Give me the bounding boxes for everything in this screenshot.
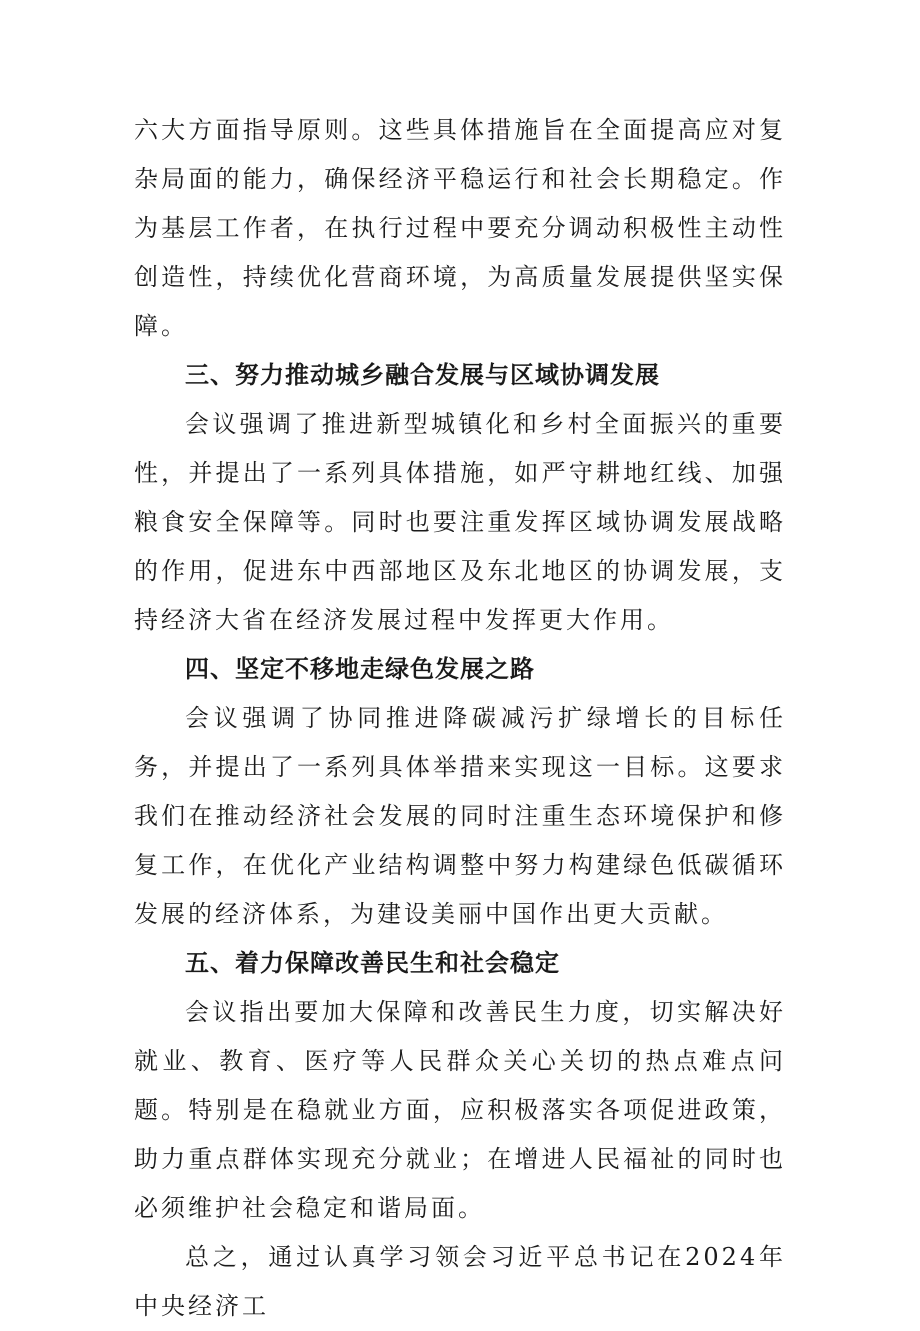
paragraph-continued: 六大方面指导原则。这些具体措施旨在全面提高应对复杂局面的能力，确保经济平稳运行和社会长期稳定。作为基层工作者，在执行过程中要充分调动积极性主动性创造性，持续优化营商环境，为高质量发展提供坚实保障。 (134, 116, 786, 340)
document-body (134, 106, 786, 1331)
section-heading-4: 四、坚定不移地走绿色发展之路 (185, 655, 535, 683)
paragraph-section-4: 会议强调了协同推进降碳减污扩绿增长的目标任务，并提出了一系列具体举措来实现这一目标。这要求我们在推动经济社会发展的同时注重生态环境保护和修复工作，在优化产业结构调整中努力构建绿色低碳循环发展的经济体系，为建设美丽中国作出更大贡献。 (134, 704, 786, 928)
paragraph-section-3: 会议强调了推进新型城镇化和乡村全面振兴的重要性，并提出了一系列具体措施，如严守耕地红线、加强粮食安全保障等。同时也要注重发挥区域协调发展战略的作用，促进东中西部地区及东北地区的协调发展，支持经济大省在经济发展过程中发挥更大作用。 (134, 410, 786, 634)
section-heading-3: 三、努力推动城乡融合发展与区域协调发展 (185, 361, 660, 389)
paragraph-conclusion: 总之，通过认真学习领会习近平总书记在2024年中央经济工 (134, 1243, 786, 1320)
paragraph-section-5: 会议指出要加大保障和改善民生力度，切实解决好就业、教育、医疗等人民群众关心关切的热点难点问题。特别是在稳就业方面，应积极落实各项促进政策，助力重点群体实现充分就业；在增进人民福祉的同时也必须维护社会稳定和谐局面。 (134, 998, 786, 1222)
section-heading-5: 五、着力保障改善民生和社会稳定 (185, 949, 560, 977)
